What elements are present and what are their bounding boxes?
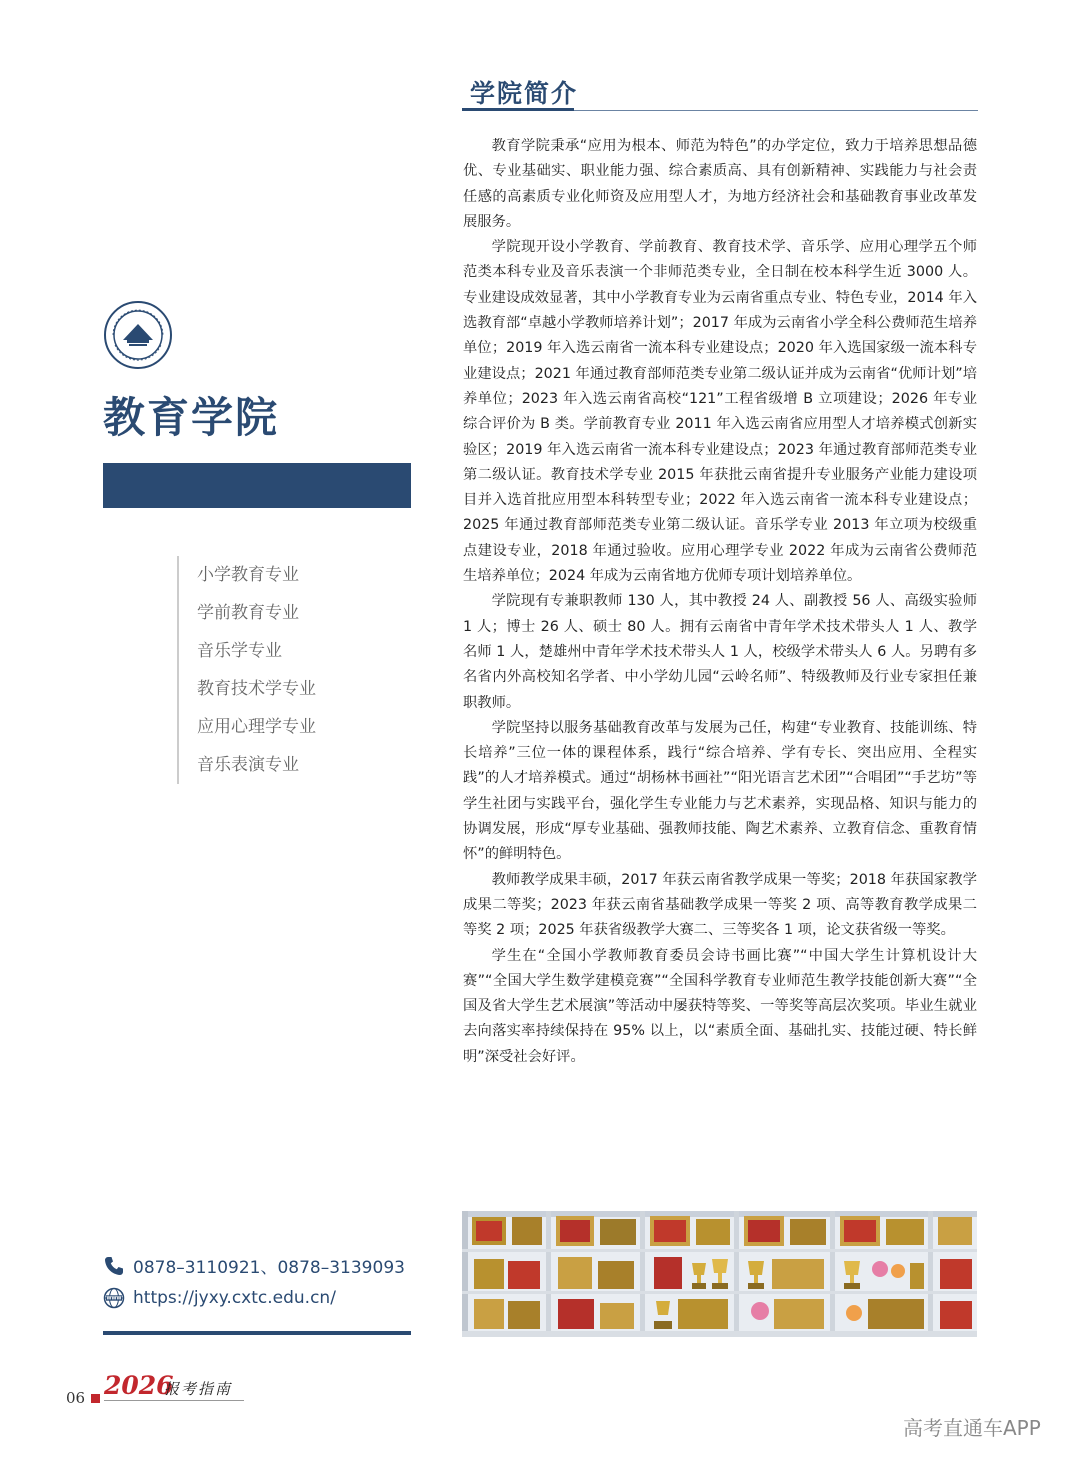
guide-year: 2026 xyxy=(104,1371,174,1400)
phone-number: 0878–3110921、0878–3139093 xyxy=(133,1258,405,1278)
majors-list xyxy=(177,556,316,784)
page-number: 06 xyxy=(66,1389,86,1407)
contact-website xyxy=(103,1287,336,1309)
website-link[interactable]: https://jyxy.cxtc.edu.cn/ xyxy=(133,1288,336,1308)
college-seal-icon xyxy=(103,300,173,370)
paragraph: 教育学院秉承“应用为根本、师范为特色”的办学定位，致力于培养思想品德优、专业基础实、职业能力强、综合素质高、具有创新精神、实践能力与社会责任感的高素质专业化师资及应用型人才，为地方经济社会和基础教育事业改革发展服务。 xyxy=(463,138,977,230)
major-item: 音乐表演专业 xyxy=(197,755,299,775)
guide-title: 报考指南 xyxy=(164,1380,233,1398)
college-name: 教育学院 xyxy=(103,393,280,442)
major-item: 学前教育专业 xyxy=(197,603,299,623)
paragraph: 学院现有专兼职教师 130 人，其中教授 24 人、副教授 56 人、高级实验师 1 人；博士 26 人、硕士 80 人。拥有云南省中青年学术技术带头人 1 人、教学名师 1 人，楚雄州中青年学术技术带头人 1 人，校级学术带头人 6 人。另聘有多名省内外高校知名学者、中小学幼儿园“云岭名师”、特级教师及行业专家担任兼职教师。 xyxy=(463,593,977,711)
paragraph: 教师教学成果丰硕，2017 年获云南省教学成果一等奖；2018 年获国家教学成果二等奖；2023 年获云南省基础教学成果一等奖 2 项、高等教育教学成果二等奖 2 项；2025 年获省级教学大赛二、三等奖各 1 项，论文获省级一等奖。 xyxy=(463,871,977,939)
contact-phone xyxy=(103,1253,405,1278)
section-title-underline xyxy=(462,108,574,111)
paragraph: 学生在“全国小学教师教育委员会诗书画比赛”“中国大学生计算机设计大赛”“全国大学生数学建模竞赛”“全国科学教育专业师范生教学技能创新大赛”“全国及省大学生艺术展演”等活动中屡获特等奖、一等奖等高层次奖项。毕业生就业去向落实率持续保持在 95% 以上，以“素质全面、基础扎实、技能过硬、特长鲜明”深受社会好评。 xyxy=(463,947,977,1065)
contact-underline xyxy=(103,1331,411,1335)
phone-icon xyxy=(103,1255,125,1277)
section-title-rule xyxy=(574,110,978,111)
major-item: 应用心理学专业 xyxy=(197,717,316,737)
major-item: 小学教育专业 xyxy=(197,565,299,585)
watermark: 高考直通车APP xyxy=(903,1416,1041,1440)
trophy-shelf-photo xyxy=(462,1211,977,1337)
section-title: 学院简介 xyxy=(470,79,579,108)
paragraph: 学院坚持以服务基础教育改革与发展为己任，构建“专业教育、技能训练、特长培养”三位一体的课程体系，践行“综合培养、学有专长、突出应用、全程实践”的人才培养模式。通过“胡杨林书画社”“阳光语言艺术团”“合唱团”“手艺坊”等学生社团与实践平台，强化学生专业能力与艺术素养，实现品格、知识与能力的协调发展，形成“厚专业基础、强教师技能、陶艺术素养、立教育信念、重教育情怀”的鲜明特色。 xyxy=(463,719,977,863)
title-band xyxy=(103,463,411,508)
footer-marker xyxy=(91,1394,100,1403)
footer-line xyxy=(104,1400,244,1401)
major-item: 音乐学专业 xyxy=(197,641,282,661)
major-item: 教育技术学专业 xyxy=(197,679,316,699)
svg-text:WWW: WWW xyxy=(106,1296,122,1302)
introduction-text xyxy=(463,134,977,1070)
paragraph: 学院现开设小学教育、学前教育、教育技术学、音乐学、应用心理学五个师范类本科专业及音乐表演一个非师范类专业，全日制在校本科学生近 3000 人。专业建设成效显著，其中小学教育专业为云南省重点专业、特色专业，2014 年入选教育部“卓越小学教师培养计划”；2017 年成为云南省小学全科公费师范生培养单位；2019 年入选云南省一流本科专业建设点；2020 年入选国家级一流本科专业建设点；2021 年通过教育部师范类专业第二级认证并成为云南省“优师计划”培养单位；2023 年入选云南省高校“121”工程省级增 B 立项建设；2026 年专业综合评价为 B 类。学前教育专业 2011 年入选云南省应用型人才培养模式创新实验区；2019 年入选云南省一流本科专业建设点；2023 年通过教育部师范类专业第二级认证。教育技术学专业 2015 年获批云南省提升专业服务产业能力建设项目并入选首批应用型本科转型专业；2022 年入选云南省一流本科专业建设点；2025 年通过教育部师范类专业第二级认证。音乐学专业 2013 年立项为校级重点建设专业，2018 年通过验收。应用心理学专业 2022 年成为云南省公费师范生培养单位；2024 年成为云南省地方优师专项计划培养单位。 xyxy=(463,239,977,585)
www-globe-icon xyxy=(103,1287,125,1309)
